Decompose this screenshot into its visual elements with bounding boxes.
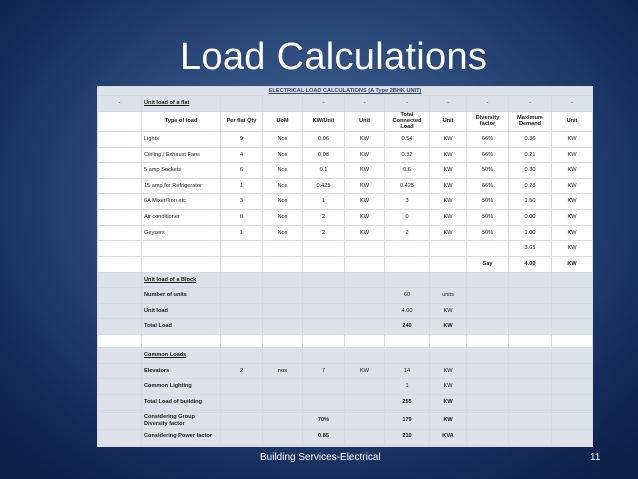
table-cell: KW [430, 379, 467, 395]
table-cell: Nos [263, 147, 303, 163]
table-cell: 1 [221, 225, 263, 241]
table-row [98, 241, 593, 257]
table-cell [221, 412, 263, 429]
table-cell [303, 303, 345, 319]
table-cell [509, 412, 552, 429]
table-cell [98, 412, 142, 429]
table-cell [345, 303, 385, 319]
table-cell: Nos [263, 210, 303, 226]
table-cell: Air conditioner [142, 210, 221, 226]
table-cell: KW [345, 163, 385, 179]
table-row [98, 194, 593, 210]
flat-load-label: Unit load of a flat [142, 96, 221, 112]
table-cell [509, 429, 552, 444]
diversity-row [98, 412, 593, 429]
table-cell: KW [345, 131, 385, 147]
table-cell: 0.85 [303, 429, 345, 444]
table-cell: 240 [385, 319, 430, 335]
table-cell [467, 303, 509, 319]
table-cell: KW [430, 319, 467, 335]
table-cell [98, 147, 142, 163]
table-cell: 0.425 [303, 178, 345, 194]
block-title: Unit load of a Block [142, 272, 221, 288]
table-cell: 0.06 [303, 131, 345, 147]
slide-title: Load Calculations [180, 36, 488, 78]
table-cell: 50% [467, 194, 509, 210]
table-cell [430, 335, 467, 348]
table-cell: 0.425 [385, 178, 430, 194]
table-cell [467, 429, 509, 444]
table-cell: 0.6 [385, 163, 430, 179]
power-factor-row [98, 429, 593, 444]
table-cell: Nos [263, 178, 303, 194]
table-cell: 66% [467, 147, 509, 163]
table-cell: 179 [385, 412, 430, 429]
table-cell [221, 335, 263, 348]
table-cell [552, 363, 593, 379]
table-row [98, 225, 593, 241]
table-cell: KW [552, 241, 593, 257]
table-cell [263, 303, 303, 319]
table-cell [430, 348, 467, 364]
table-header-row [98, 111, 593, 131]
column-header: Per flat Qty [221, 111, 263, 131]
table-cell [221, 429, 263, 444]
slide-footer: Building Services-Electrical [260, 452, 381, 463]
table-cell: 50% [467, 163, 509, 179]
table-banner-row [98, 87, 593, 96]
table-row [98, 163, 593, 179]
table-cell: Unit load [142, 303, 221, 319]
table-cell [467, 272, 509, 288]
table-cell: 70% [303, 412, 345, 429]
table-cell: KVA [430, 429, 467, 444]
table-cell [467, 335, 509, 348]
table-cell: 0.36 [509, 131, 552, 147]
table-cell: 1.00 [509, 225, 552, 241]
table-cell: 2 [303, 225, 345, 241]
column-header: Diversity factor [467, 111, 509, 131]
table-row [98, 256, 593, 272]
table-cell: 15 amp for Refrigerator [142, 178, 221, 194]
table-cell [263, 335, 303, 348]
table-cell [345, 444, 385, 446]
table-cell [345, 256, 385, 272]
table-cell [142, 444, 221, 446]
table-cell: - [430, 96, 467, 112]
table-cell: KW [345, 194, 385, 210]
table-cell: 66% [467, 178, 509, 194]
table-row [98, 178, 593, 194]
table-cell: 3.65 [509, 241, 552, 257]
table-cell [98, 256, 142, 272]
table-row [98, 394, 593, 410]
table-row [98, 131, 593, 147]
table-row [98, 288, 593, 304]
table-cell: 0.28 [509, 178, 552, 194]
column-header: KW/Unit [303, 111, 345, 131]
table-cell: - [509, 96, 552, 112]
table-cell [552, 394, 593, 410]
table-cell: Total Load [142, 319, 221, 335]
table-row [98, 147, 593, 163]
table-cell [303, 379, 345, 395]
table-cell [467, 379, 509, 395]
table-cell: KW [552, 210, 593, 226]
table-cell: 0.32 [385, 147, 430, 163]
table-cell [345, 288, 385, 304]
table-cell [509, 319, 552, 335]
table-cell [552, 335, 593, 348]
table-cell: KW [430, 131, 467, 147]
table-cell: KW [430, 363, 467, 379]
table-cell [385, 348, 430, 364]
table-cell [385, 272, 430, 288]
table-cell: Nos [263, 194, 303, 210]
table-cell [263, 241, 303, 257]
table-cell [303, 272, 345, 288]
column-header: Unit [345, 111, 385, 131]
table-cell: 7 [303, 363, 345, 379]
table-cell [142, 241, 221, 257]
column-header: Maximum Demand [509, 111, 552, 131]
table-cell: KW [345, 147, 385, 163]
table-cell: Elevators [142, 363, 221, 379]
table-cell: 1 [385, 379, 430, 395]
table-cell: 60 [385, 288, 430, 304]
table-cell [345, 272, 385, 288]
table-cell: - [303, 96, 345, 112]
table-cell [467, 288, 509, 304]
table-cell [552, 429, 593, 444]
table-cell [430, 272, 467, 288]
table-row [98, 379, 593, 395]
table-cell [303, 288, 345, 304]
table-cell [509, 394, 552, 410]
table-cell: Ceiling / Exhaust Fans [142, 147, 221, 163]
table-cell [221, 394, 263, 410]
table-cell [385, 241, 430, 257]
table-cell [552, 288, 593, 304]
table-cell [345, 379, 385, 395]
column-header: Type of load [142, 111, 221, 131]
table-cell: 2 [221, 363, 263, 379]
table-cell [98, 241, 142, 257]
table-cell [467, 444, 509, 446]
table-cell: 50% [467, 210, 509, 226]
table-cell: Geysers [142, 225, 221, 241]
electrical-load-table [97, 86, 593, 447]
table-cell: 0 [385, 210, 430, 226]
page-number: 11 [590, 452, 601, 463]
table-cell: 0.54 [385, 131, 430, 147]
common-loads-title: Common Loads [142, 348, 221, 364]
table-cell: KW [552, 256, 593, 272]
table-cell: 0.21 [509, 147, 552, 163]
table-cell [98, 163, 142, 179]
table-cell: Lights [142, 131, 221, 147]
table-cell [263, 394, 303, 410]
table-cell [552, 412, 593, 429]
table-cell [345, 241, 385, 257]
table-cell [221, 319, 263, 335]
flat-load-row [98, 96, 593, 112]
table-cell [221, 379, 263, 395]
table-cell: 0.00 [509, 210, 552, 226]
table-cell [385, 256, 430, 272]
table-cell: 1 [221, 178, 263, 194]
table-cell: 2 [385, 225, 430, 241]
table-cell [263, 272, 303, 288]
table-cell: 255 [385, 394, 430, 410]
table-row [98, 303, 593, 319]
column-header: UoM [263, 111, 303, 131]
table-cell: Considering Group Diversity factor [142, 412, 221, 429]
table-cell [345, 394, 385, 410]
table-cell [509, 348, 552, 364]
table-cell [385, 335, 430, 348]
table-cell [98, 178, 142, 194]
table-cell [98, 131, 142, 147]
table-cell: 66% [467, 131, 509, 147]
table-cell [221, 288, 263, 304]
table-cell: KW [430, 225, 467, 241]
table-cell [467, 394, 509, 410]
table-cell [263, 319, 303, 335]
table-cell: 0.30 [509, 163, 552, 179]
table-cell [221, 303, 263, 319]
table-cell: units [430, 288, 467, 304]
table-cell: KW [430, 163, 467, 179]
table-cell: 210 [385, 429, 430, 444]
table-cell [509, 379, 552, 395]
table-cell [509, 363, 552, 379]
table-cell [345, 412, 385, 429]
common-title-row [98, 348, 593, 364]
table-cell: KW [430, 412, 467, 429]
table-cell: 0 [221, 210, 263, 226]
table-banner: ELECTRICAL LOAD CALCULATIONS (A Type 2BHK UNIT) [98, 87, 593, 96]
table-cell: KW [430, 394, 467, 410]
table-cell: 4.00 [385, 303, 430, 319]
table-row [98, 319, 593, 335]
column-header [98, 111, 142, 131]
table-cell [303, 241, 345, 257]
table-row [98, 363, 593, 379]
table-cell: 4.00 [509, 256, 552, 272]
column-header: Unit [552, 111, 593, 131]
table-cell [221, 96, 263, 112]
table-cell: Nos [263, 225, 303, 241]
table-cell [385, 444, 430, 446]
table-cell: KW [552, 225, 593, 241]
table-cell [509, 335, 552, 348]
table-cell [345, 335, 385, 348]
table-cell: Say [467, 256, 509, 272]
table-cell [98, 335, 142, 348]
table-cell [552, 319, 593, 335]
column-header: Total Connected Load [385, 111, 430, 131]
table-cell: KW [345, 363, 385, 379]
table-cell [303, 335, 345, 348]
table-cell [303, 256, 345, 272]
table-cell [509, 288, 552, 304]
table-cell: 0.1 [303, 163, 345, 179]
table-cell [142, 335, 221, 348]
table-cell [98, 272, 142, 288]
table-cell: 4 [221, 147, 263, 163]
table-cell [142, 256, 221, 272]
table-cell [98, 225, 142, 241]
table-cell: - [385, 96, 430, 112]
table-cell: 14 [385, 363, 430, 379]
table-cell [263, 256, 303, 272]
table-cell: 9 [221, 131, 263, 147]
table-cell [509, 272, 552, 288]
column-header: Unit [430, 111, 467, 131]
table-cell [221, 272, 263, 288]
table-cell [98, 348, 142, 364]
table-cell: KW [345, 210, 385, 226]
table-cell: - [98, 96, 142, 112]
table-cell: 1.50 [509, 194, 552, 210]
table-cell: KW [430, 194, 467, 210]
table-cell: 3 [221, 194, 263, 210]
table-cell [98, 210, 142, 226]
table-cell: KW [430, 147, 467, 163]
table-cell [552, 348, 593, 364]
table-cell: 5 amp Sockets [142, 163, 221, 179]
table-cell: KW [552, 194, 593, 210]
table-cell [98, 194, 142, 210]
table-cell [345, 319, 385, 335]
table-cell [303, 394, 345, 410]
table-cell [467, 412, 509, 429]
table-cell [345, 348, 385, 364]
table-cell [467, 241, 509, 257]
table-cell: Nos [263, 131, 303, 147]
table-cell [263, 444, 303, 446]
table-cell [303, 444, 345, 446]
table-cell [263, 412, 303, 429]
table-cell: 6A Mixer/Iron etc [142, 194, 221, 210]
table-cell: KW [345, 225, 385, 241]
table-cell: 2 [303, 210, 345, 226]
table-cell [221, 348, 263, 364]
table-cell: 50% [467, 225, 509, 241]
table-cell [263, 379, 303, 395]
table-cell [552, 303, 593, 319]
table-cell [467, 363, 509, 379]
table-cell [263, 348, 303, 364]
table-cell [430, 241, 467, 257]
spacer-row [98, 335, 593, 348]
table-cell [98, 288, 142, 304]
table-cell [221, 444, 263, 446]
table-cell: Nos [263, 163, 303, 179]
block-title-row [98, 272, 593, 288]
load-calculation-table [97, 86, 592, 447]
table-cell [98, 363, 142, 379]
spacer-row [98, 444, 593, 446]
table-cell [552, 379, 593, 395]
table-cell: KW [552, 131, 593, 147]
table-cell [98, 303, 142, 319]
table-cell [509, 444, 552, 446]
table-cell: KW [430, 210, 467, 226]
table-cell [430, 444, 467, 446]
table-cell: nos [263, 363, 303, 379]
table-cell: Considering Power factor [142, 429, 221, 444]
table-cell [263, 429, 303, 444]
table-cell [552, 272, 593, 288]
table-cell [467, 319, 509, 335]
table-cell: 1 [303, 194, 345, 210]
table-cell: KW [552, 178, 593, 194]
table-cell: KW [552, 147, 593, 163]
table-cell [303, 348, 345, 364]
table-cell: Total Load of building [142, 394, 221, 410]
table-cell [221, 256, 263, 272]
table-cell: KW [552, 163, 593, 179]
table-cell: - [552, 96, 593, 112]
table-cell: Number of units [142, 288, 221, 304]
table-cell [263, 96, 303, 112]
table-cell: 0.08 [303, 147, 345, 163]
table-cell [98, 444, 142, 446]
table-cell [509, 303, 552, 319]
table-cell: KW [345, 178, 385, 194]
table-cell: 3 [385, 194, 430, 210]
table-cell [345, 429, 385, 444]
table-cell [98, 379, 142, 395]
table-cell: 6 [221, 163, 263, 179]
table-cell [552, 444, 593, 446]
table-cell [303, 319, 345, 335]
table-cell [263, 288, 303, 304]
table-cell [221, 241, 263, 257]
table-cell: Common Lighting [142, 379, 221, 395]
table-cell [98, 394, 142, 410]
table-row [98, 210, 593, 226]
table-cell [467, 348, 509, 364]
table-cell: - [345, 96, 385, 112]
table-cell [98, 319, 142, 335]
table-cell: KW [430, 303, 467, 319]
table-cell [430, 256, 467, 272]
table-cell: KW [430, 178, 467, 194]
table-cell: - [467, 96, 509, 112]
table-cell [98, 429, 142, 444]
